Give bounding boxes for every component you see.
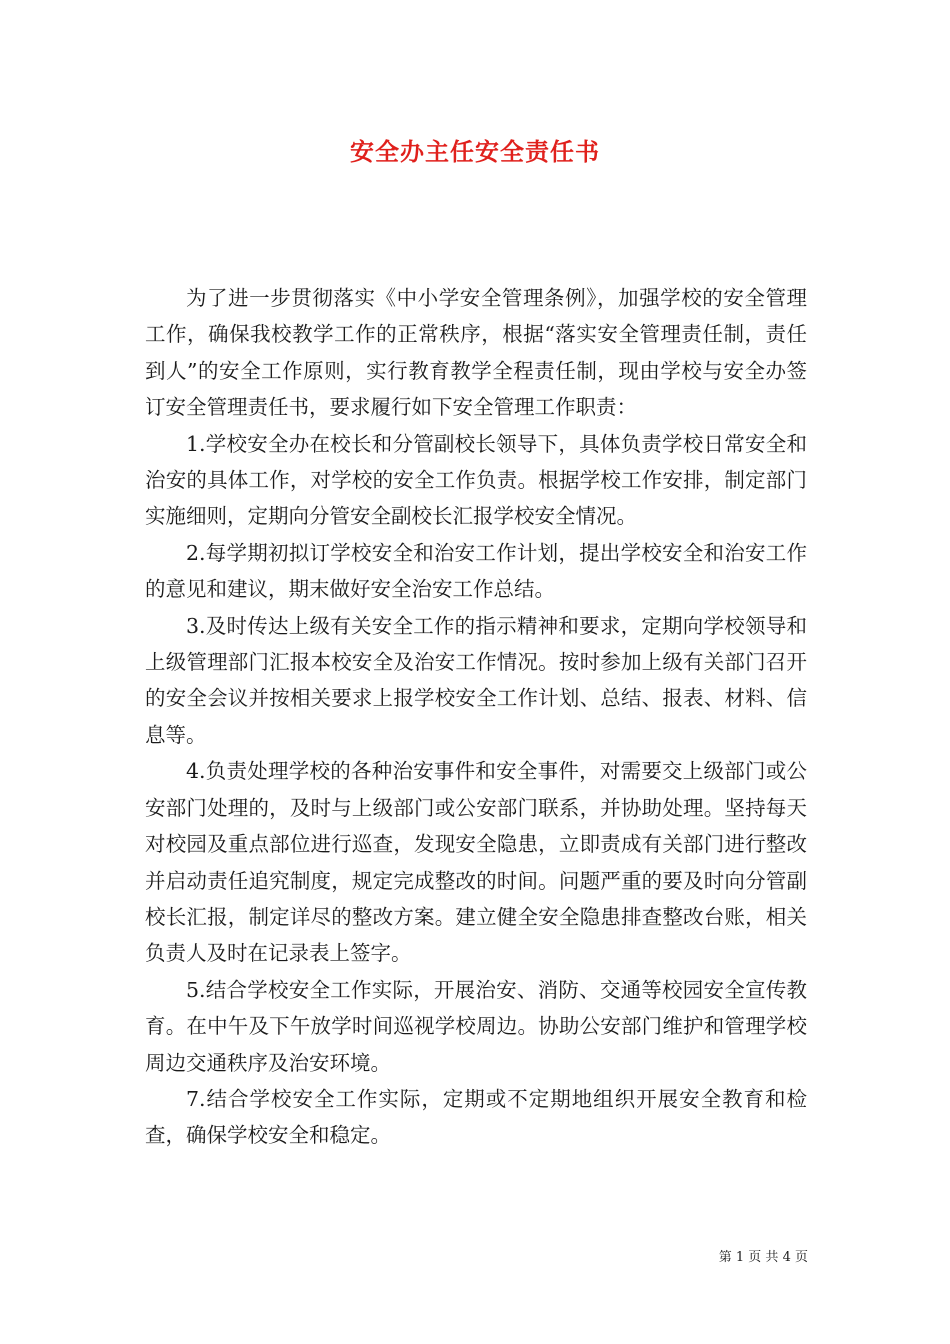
intro-paragraph: 为了进一步贯彻落实《中小学安全管理条例》，加强学校的安全管理工作，确保我校教学工作的正常秩序，根据“落实安全管理责任制，责任到人”的安全工作原则，实行教育教学全程责任制，现由学校与安全办签订安全管理责任书，要求履行如下安全管理工作职责： [145,286,807,420]
page-prefix: 第 [718,1250,732,1265]
clause-2-paragraph: 2.每学期初拟订学校安全和治安工作计划，提出学校安全和治安工作的意见和建议，期末做好安全治安工作总结。 [145,540,807,602]
page-middle-text: 页 共 [748,1250,779,1265]
clause-1-paragraph: 1.学校安全办在校长和分管副校长领导下，具体负责学校日常安全和治安的具体工作，对学校的安全工作负责。根据学校工作安排，制定部门实施细则，定期向分管安全副校长汇报学校安全情况。 [145,431,807,529]
clause-7-paragraph: 7.结合学校安全工作实际，定期或不定期地组织开展安全教育和检查，确保学校安全和稳定。 [145,1086,807,1148]
document-body [145,280,807,1154]
page-suffix: 页 [794,1250,808,1265]
page-number-footer [0,1246,808,1265]
total-page-number: 4 [782,1250,791,1265]
current-page-number: 1 [735,1250,745,1265]
document-title: 安全办主任安全责任书 [350,137,600,166]
clause-4-paragraph: 4.负责处理学校的各种治安事件和安全事件，对需要交上级部门或公安部门处理的，及时与上级部门或公安部门联系，并协助处理。坚持每天对校园及重点部位进行巡查，发现安全隐患，立即责成有关部门进行整改并启动责任追究制度，规定完成整改的时间。问题严重的要及时向分管副校长汇报，制定详尽的整改方案。建立健全安全隐患排查整改台账，相关负责人及时在记录表上签字。 [145,759,807,966]
clause-3-paragraph: 3.及时传达上级有关安全工作的指示精神和要求，定期向学校领导和上级管理部门汇报本校安全及治安工作情况。按时参加上级有关部门召开的安全会议并按相关要求上报学校安全工作计划、总结、报表、材料、信息等。 [145,613,807,747]
clause-5-paragraph: 5.结合学校安全工作实际，开展治安、消防、交通等校园安全宣传教育。在中午及下午放学时间巡视学校周边。协助公安部门维护和管理学校周边交通秩序及治安环境。 [145,977,807,1075]
